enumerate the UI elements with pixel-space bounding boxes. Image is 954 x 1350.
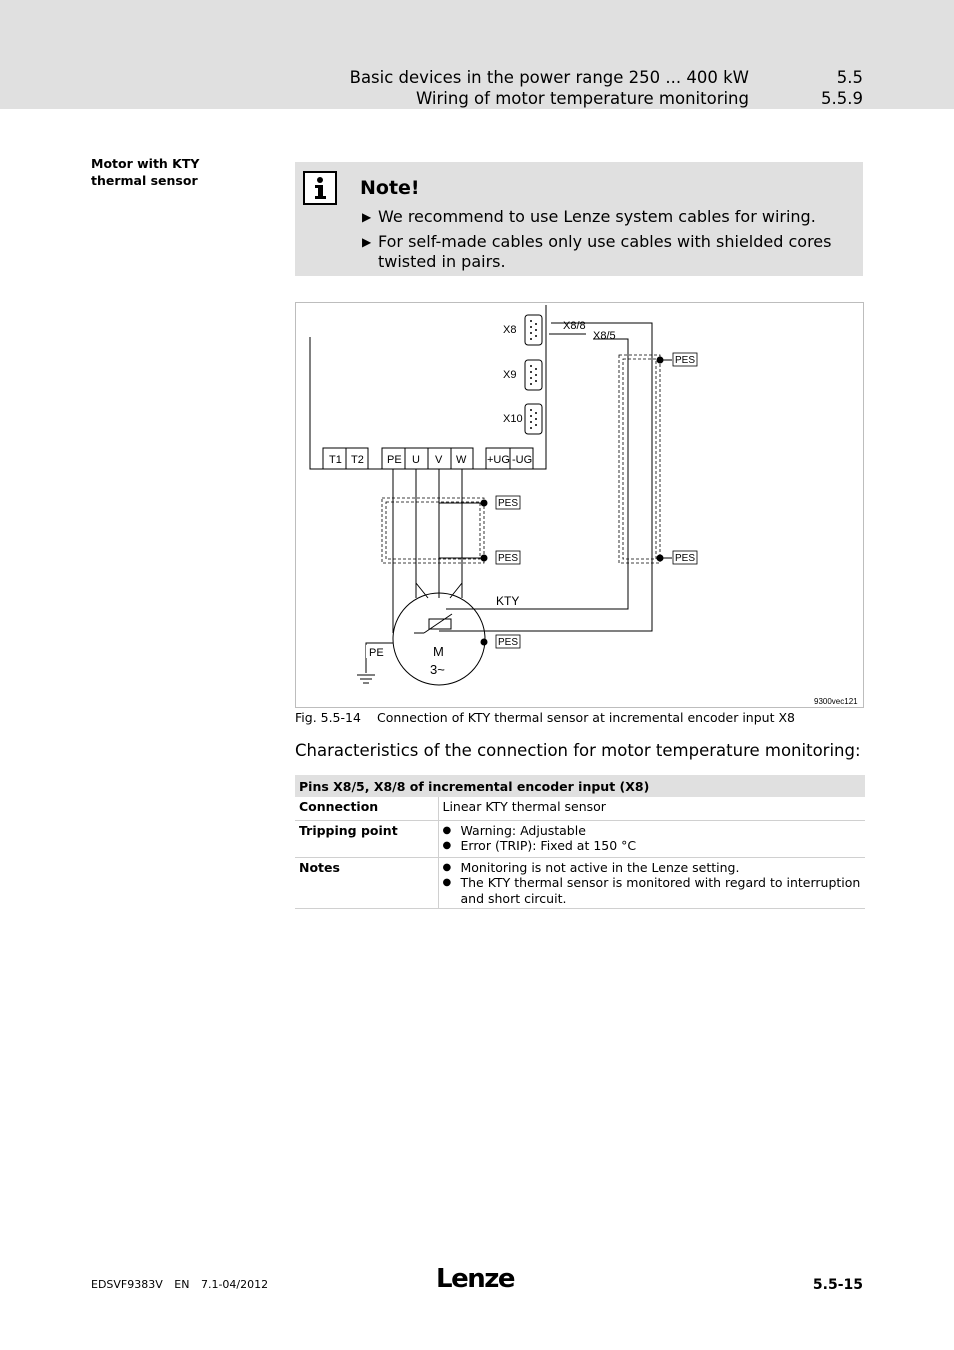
arrow-right-icon: ▶ <box>362 210 372 224</box>
terminal-label: T1 <box>329 454 342 466</box>
caption-number: Fig. 5.5-14 <box>295 710 361 725</box>
table-value <box>438 857 865 909</box>
terminal-label: PE <box>387 454 402 466</box>
table-row <box>295 820 865 857</box>
header-title-line1: Basic devices in the power range 250 ... 400 kW <box>349 68 749 87</box>
terminal-label: T2 <box>351 454 364 466</box>
table-row <box>295 857 865 909</box>
wiring-diagram-figure <box>295 302 864 708</box>
section-heading: Characteristics of the connection for motor temperature monitoring: <box>295 741 861 760</box>
header-subsection-number: 5.5.9 <box>821 89 863 108</box>
table-value: Linear KTY thermal sensor <box>438 797 865 820</box>
bullet-item: ● Monitoring is not active in the Lenze setting. <box>443 860 862 876</box>
info-icon <box>303 171 337 205</box>
pes-label: PES <box>675 553 696 564</box>
lenze-logo: Lenze <box>436 1264 514 1294</box>
terminal-label: U <box>412 454 420 466</box>
terminal-label: -UG <box>512 454 533 466</box>
note-item <box>362 207 842 227</box>
figure-code: 9300vec121 <box>814 697 858 706</box>
doc-id: EDSVF9383V <box>91 1278 163 1291</box>
motor-phase-label: 3~ <box>430 662 445 677</box>
table-key: Notes <box>295 857 438 909</box>
terminal-label: +UG <box>487 454 510 466</box>
table-key: Tripping point <box>295 820 438 857</box>
figure-caption <box>295 710 795 725</box>
bullet-item: ● Error (TRIP): Fixed at 150 °C <box>443 838 862 854</box>
caption-text: Connection of KTY thermal sensor at incremental encoder input X8 <box>377 710 795 725</box>
wiring-diagram <box>296 303 862 706</box>
header-section-number: 5.5 <box>836 68 863 87</box>
pe-label: PE <box>369 647 384 659</box>
connector-label: X9 <box>503 369 517 381</box>
page-number: 5.5-15 <box>812 1277 863 1293</box>
note-box <box>295 162 863 276</box>
arrow-right-icon: ▶ <box>362 235 372 249</box>
characteristics-table <box>295 775 865 909</box>
bullet-item: ● The KTY thermal sensor is monitored with regard to interruption and short circuit. <box>443 875 862 906</box>
pes-label: PES <box>675 355 696 366</box>
pin-label: X8/8 <box>563 320 586 332</box>
header-title-line2: Wiring of motor temperature monitoring <box>415 89 749 108</box>
pes-label: PES <box>498 637 519 648</box>
note-list <box>362 207 842 277</box>
kty-label: KTY <box>496 594 520 608</box>
table-header: Pins X8/5, X8/8 of incremental encoder input (X8) <box>295 775 865 797</box>
note-item-text: For self-made cables only use cables with shielded cores twisted in pairs. <box>378 232 832 271</box>
note-item <box>362 232 842 272</box>
side-label: Motor with KTY thermal sensor <box>91 156 200 188</box>
table-value <box>438 820 865 857</box>
motor-label: M <box>433 644 444 659</box>
doc-lang: EN <box>174 1278 190 1291</box>
footer-doc-info <box>91 1278 276 1291</box>
note-item-text: We recommend to use Lenze system cables for wiring. <box>378 207 816 226</box>
doc-version: 7.1-04/2012 <box>200 1278 269 1291</box>
pes-label: PES <box>498 553 519 564</box>
connector-label: X10 <box>503 413 523 425</box>
connector-label: X8 <box>503 324 517 336</box>
note-title: Note! <box>360 177 420 199</box>
pin-label: X8/5 <box>593 330 616 342</box>
bullet-item: ● Warning: Adjustable <box>443 823 862 839</box>
table-header-row <box>295 775 865 797</box>
table-key: Connection <box>295 797 438 820</box>
pes-label: PES <box>498 498 519 509</box>
terminal-label: V <box>435 454 443 466</box>
table-row <box>295 797 865 820</box>
terminal-label: W <box>456 454 467 466</box>
